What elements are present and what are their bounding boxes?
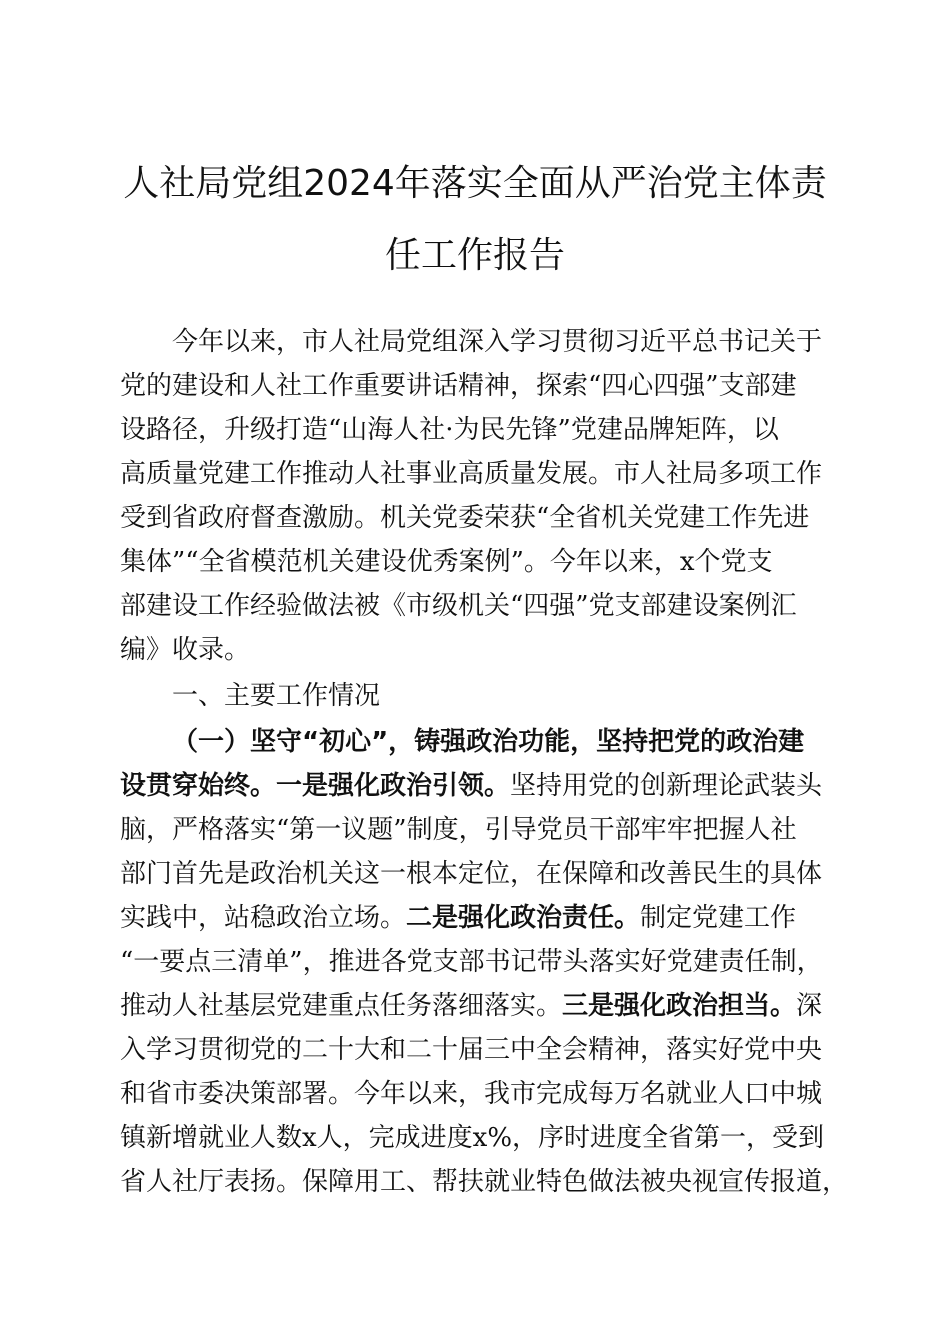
section-heading: 一、主要工作情况 xyxy=(172,681,381,711)
point-one-bold: 设贯穿始终。一是强化政治引领。 xyxy=(120,771,511,801)
point-three-bold: 三是强化政治担当。 xyxy=(562,991,797,1021)
subsection-line: “一要点三清单”，推进各党支部书记带头落实好党建责任制， xyxy=(120,947,823,977)
point-two-bold: 二是强化政治责任。 xyxy=(406,903,641,933)
body-text: 实践中，站稳政治立场。 xyxy=(120,903,407,933)
intro-line: 编》收录。 xyxy=(120,635,251,665)
subsection-line: 部门首先是政治机关这一根本定位，在保障和改善民生的具体 xyxy=(120,859,823,889)
intro-line: 设路径，升级打造“山海人社·为民先锋”党建品牌矩阵，以 xyxy=(120,415,779,445)
intro-line: 集体”“全省模范机关建设优秀案例”。今年以来，x个党支 xyxy=(120,547,773,577)
body-text: 推动人社基层党建重点任务落细落实。 xyxy=(120,991,563,1021)
subsection-line: 和省市委决策部署。今年以来，我市完成每万名就业人口中城 xyxy=(120,1079,823,1109)
subsection-line: 入学习贯彻党的二十大和二十届三中全会精神，落实好党中央 xyxy=(120,1035,823,1065)
intro-line: 部建设工作经验做法被《市级机关“四强”党支部建设案例汇 xyxy=(120,591,797,621)
subsection-line: 省人社厅表扬。保障用工、帮扶就业特色做法被央视宣传报道， xyxy=(120,1167,849,1197)
intro-line: 高质量党建工作推动人社事业高质量发展。市人社局多项工作 xyxy=(120,459,823,489)
body-text: 深 xyxy=(796,991,823,1021)
intro-line: 今年以来，市人社局党组深入学习贯彻习近平总书记关于 xyxy=(172,327,823,357)
intro-line: 党的建设和人社工作重要讲话精神，探索“四心四强”支部建 xyxy=(120,371,797,401)
subsection-line: 镇新增就业人数x人，完成进度x%，序时进度全省第一，受到 xyxy=(120,1123,825,1153)
body-text: 坚持用党的创新理论武装头 xyxy=(510,771,823,801)
subsection-line: 脑，严格落实“第一议题”制度，引导党员干部牢牢把握人社 xyxy=(120,815,797,845)
subsection-heading-bold: （一）坚守“初心”，铸强政治功能，坚持把党的政治建 xyxy=(172,727,805,757)
subsection-line xyxy=(172,720,804,764)
document-title-line-2: 任工作报告 xyxy=(384,235,565,276)
intro-line: 受到省政府督查激励。机关党委荣获“全省机关党建工作先进 xyxy=(120,503,810,533)
subsection-line xyxy=(120,896,796,940)
subsection-line xyxy=(120,984,822,1028)
document-title-line-1: 人社局党组2024年落实全面从严治党主体责 xyxy=(123,163,827,204)
body-text: 制定党建工作 xyxy=(640,903,797,933)
subsection-line xyxy=(120,764,822,808)
